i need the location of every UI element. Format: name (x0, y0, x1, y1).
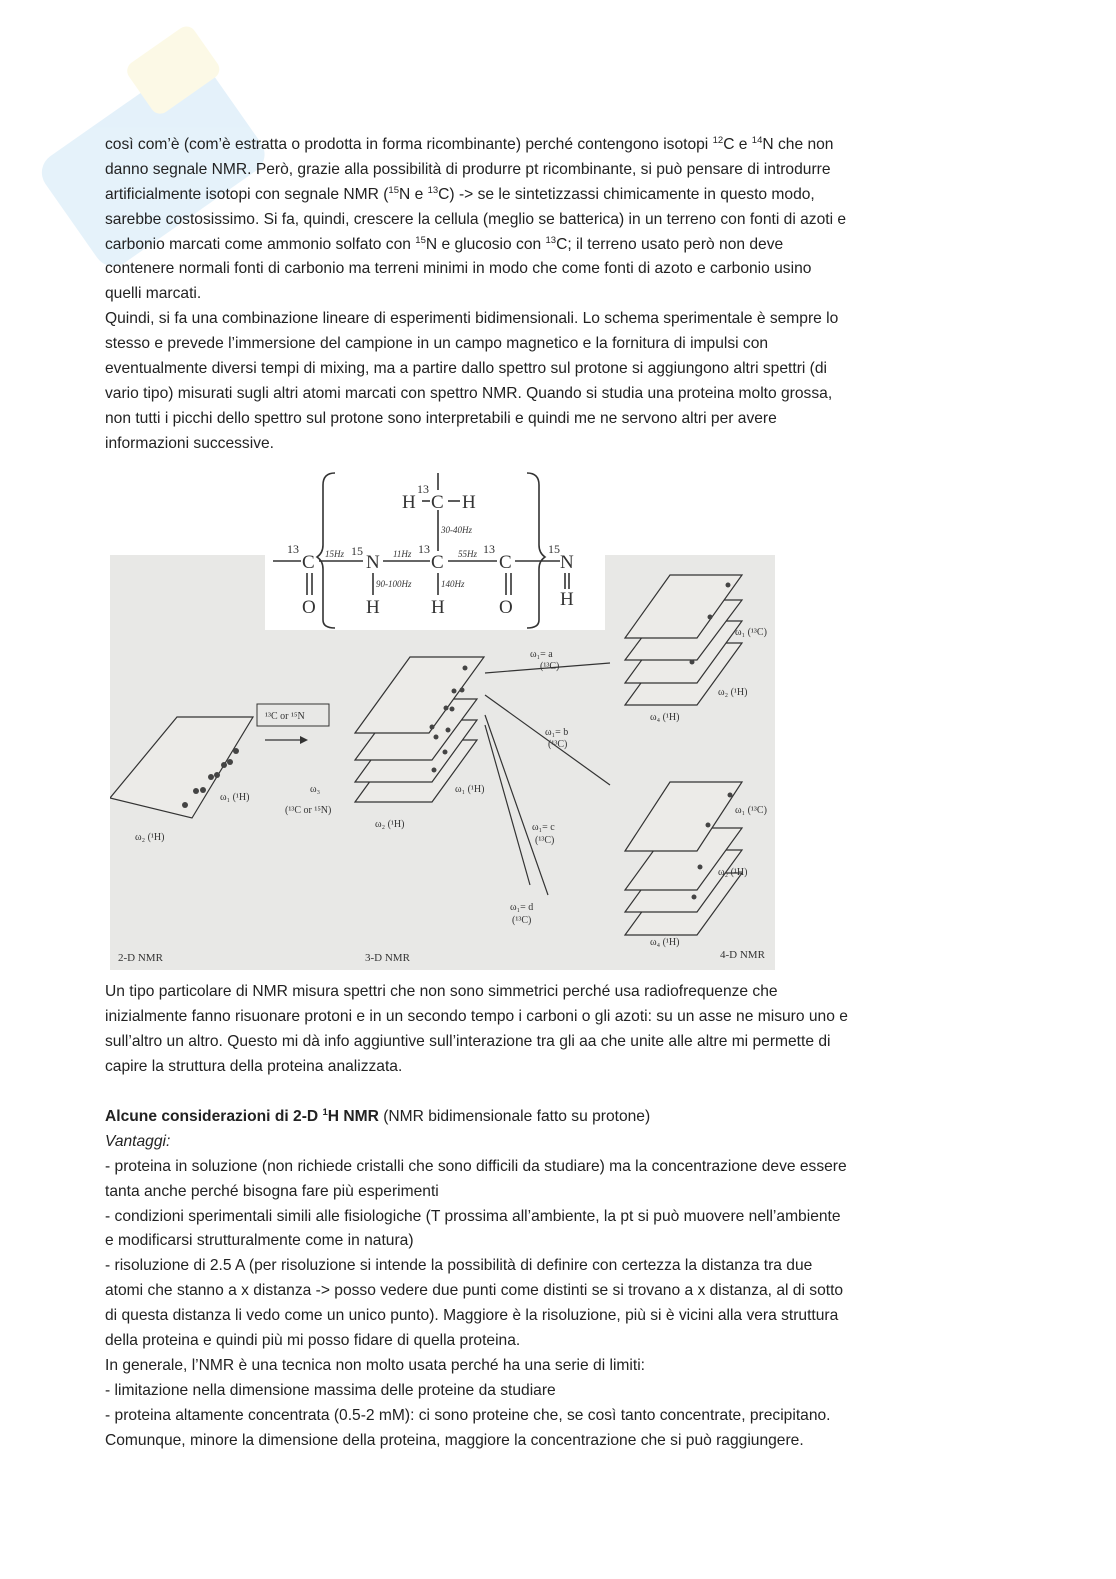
text-line: - limitazione nella dimensione massima delle proteine da studiare (105, 1381, 556, 1399)
text-line: Alcune considerazioni di 2-D $^1$H NMR (NMR bidimensionale fatto su protone) (105, 1107, 651, 1125)
atom: H (560, 589, 574, 610)
axis-label-w1-a: ω₁= a (530, 649, 553, 660)
text-line: - condizioni sperimentali simili alle fisiologiche (T prossima all’ambiente, la pt si può muovere nell’ambiente (105, 1207, 841, 1225)
coupling-label: 90-100Hz (376, 579, 412, 589)
text-line: e modificarsi strutturalmente come in natura) (105, 1232, 414, 1250)
peptide-coupling-formula (265, 465, 605, 630)
atom: H (431, 597, 445, 618)
paragraph-asymmetric-nmr (105, 980, 848, 1080)
axis-label-w2: ω₂ (¹H) (718, 687, 748, 698)
coupling-label: 15Hz (325, 549, 345, 559)
text-line: artificialmente isotopi con segnale NMR ($^{15}$N e $^{13}$C) -> se le sintetizzassi chimicamente in questo modo, (105, 184, 815, 203)
isotope: 13 (418, 542, 430, 556)
text-line: di questa distanza li vedo come un unico punto). Maggiore è la risoluzione, più si è vicini alla vera struttura (105, 1307, 839, 1325)
text-line: - risoluzione di 2.5 A (per risoluzione si intende la possibilità di definire con certezza la distanza tra due (105, 1257, 813, 1275)
axis-label-w4: ω₄ (¹H) (650, 712, 680, 723)
inline-text: 13 (545, 234, 557, 246)
text-line: atomi che stanno a x distanza -> posso vedere due punti come distinti se si trovano a x distanza, al di sotto (105, 1282, 844, 1300)
inline-text: 13 (427, 184, 439, 196)
inline-text: 14 (751, 135, 763, 146)
atom: C (302, 552, 315, 573)
atom: C (431, 552, 444, 573)
text-line: In generale, l’NMR è una tecnica non molto usata perché ha una serie di limiti: (105, 1356, 646, 1374)
text-line: capire la struttura della proteina analizzata. (105, 1057, 403, 1075)
axis-label-w2: ω₂ (¹H) (718, 867, 748, 878)
isotope: 13 (483, 542, 495, 556)
axis-label-13c: (¹³C) (548, 739, 568, 750)
axis-label-13c: (¹³C) (512, 915, 532, 926)
text-line: eventualmente diversi tempi di mixing, ma a partire dallo spettro sul protone si aggiungono altri spettri (di (105, 360, 828, 378)
isotope-box-label: ¹³C or ¹⁵N (265, 711, 305, 722)
text-line: sarebbe costosissimo. Si fa, quindi, crescere la cellula (meglio se batterica) in un terreno con fonti di azoti e (105, 210, 847, 228)
isotope: 15 (351, 544, 363, 558)
watermark-accent (123, 23, 223, 118)
panel-label-3d: 3-D NMR (365, 952, 410, 964)
inline-text: 12 (712, 135, 724, 146)
section-2d-1h-nmr (105, 1105, 847, 1453)
atom: H (462, 492, 476, 513)
paragraph-isotopes (105, 133, 846, 457)
text-line: Quindi, si fa una combinazione lineare di esperimenti bidimensionali. Lo schema sperimentale è sempre lo (105, 310, 839, 328)
text-line: - proteina in soluzione (non richiede cristalli che sono difficili da studiare) ma la concentrazione deve essere (105, 1157, 847, 1175)
text-line: Un tipo particolare di NMR misura spettri che non sono simmetrici perché usa radiofrequenze che (105, 983, 778, 1000)
isotope: 13 (287, 542, 299, 556)
axis-label-w4: ω₄ (¹H) (650, 937, 680, 948)
text-line: inizialmente fanno risuonare protoni e in un secondo tempo i carboni o gli azoti: su un asse ne misuro uno e (105, 1007, 848, 1025)
atom: O (499, 597, 513, 618)
text-line: contenere normali fonti di carbonio ma terreni minimi in modo che come fonti di azoto e carbonio usino (105, 260, 812, 278)
text-line: danno segnale NMR. Però, grazie alla possibilità di produrre pt ricombinante, si può pensare di introdurre (105, 160, 831, 178)
panel-label-2d: 2-D NMR (118, 952, 163, 964)
text-line: della proteina e quindi più mi posso fidare di quella proteina. (105, 1332, 521, 1350)
text-line: carbonio marcati come ammonio solfato con $^{15}$N e glucosio con $^{13}$C; il terreno usato però non deve (105, 234, 784, 253)
inline-text: Vantaggi: (105, 1132, 171, 1150)
text-line: quelli marcati. (105, 285, 202, 303)
inline-text: 1 (322, 1107, 328, 1118)
atom: C (431, 492, 444, 513)
axis-label-w1-d: ω₁= d (510, 902, 534, 913)
atom: O (302, 597, 316, 618)
text-line: non tutti i picchi dello spettro sul protone sono interpretabili e quindi me ne servono altri per avere (105, 409, 777, 427)
axis-label-w1: ω₁ (¹H) (220, 792, 250, 803)
text-line (105, 1130, 847, 1155)
inline-text: Alcune considerazioni di 2-D (105, 1108, 323, 1125)
coupling-label: 140Hz (441, 579, 465, 589)
axis-label-w1-13c: ω₁ (¹³C) (735, 627, 767, 638)
text-line: stesso e prevede l’immersione del campione in un campo magnetico e la fornitura di impulsi con (105, 335, 769, 353)
isotope: 13 (417, 482, 429, 496)
axis-label-w1: ω₁ (¹H) (455, 784, 485, 795)
axis-label-w3: ω₃ (310, 784, 321, 795)
atom: H (366, 597, 380, 618)
axis-label-13c: (¹³C) (535, 835, 555, 846)
atom: H (402, 492, 416, 513)
inline-text: 15 (388, 184, 399, 196)
isotope: 15 (548, 542, 560, 556)
text-line: informazioni successive. (105, 434, 274, 452)
axis-label-w1-13c: ω₁ (¹³C) (735, 805, 767, 816)
axis-label-w3-sub: (¹³C or ¹⁵N) (285, 805, 332, 816)
text-line: così com’è (com’è estratta o prodotta in forma ricombinante) perché contengono isotopi $^{12}$C e $^{14}$N che non (105, 135, 834, 153)
text-line: vario tipo) misurati sugli altri atomi marcati con spettro NMR. Quando si studia una proteina molto grossa, (105, 384, 833, 402)
panel-label-4d: 4-D NMR (720, 949, 765, 961)
inline-text: 15 (415, 234, 426, 246)
coupling-label: 11Hz (393, 549, 412, 559)
text-line: - proteina altamente concentrata (0.5-2 mM): ci sono proteine che, se così tanto concentrate, precipitano. (105, 1406, 831, 1424)
atom: N (366, 552, 380, 573)
inline-text: H NMR (327, 1108, 379, 1125)
axis-label-w2: ω₂ (¹H) (135, 832, 165, 843)
coupling-label: 55Hz (458, 549, 478, 559)
text-line: tanta anche perché bisogna fare più esperimenti (105, 1182, 439, 1200)
text-line: Comunque, minore la dimensione della proteina, maggiore la concentrazione che si può raggiungere. (105, 1431, 804, 1449)
axis-label-w1-b: ω₁= b (545, 727, 569, 738)
axis-label-w1-c: ω₁= c (532, 822, 555, 833)
text-line: sull’altro un altro. Questo mi dà info aggiuntive sull’interazione tra gli aa che unite alle altre mi permette di (105, 1032, 831, 1050)
atom: N (560, 552, 574, 573)
coupling-label: 30-40Hz (441, 525, 472, 535)
atom: C (499, 552, 512, 573)
axis-label-w2: ω₂ (¹H) (375, 819, 405, 830)
axis-label-13c: (¹³C) (540, 661, 560, 672)
